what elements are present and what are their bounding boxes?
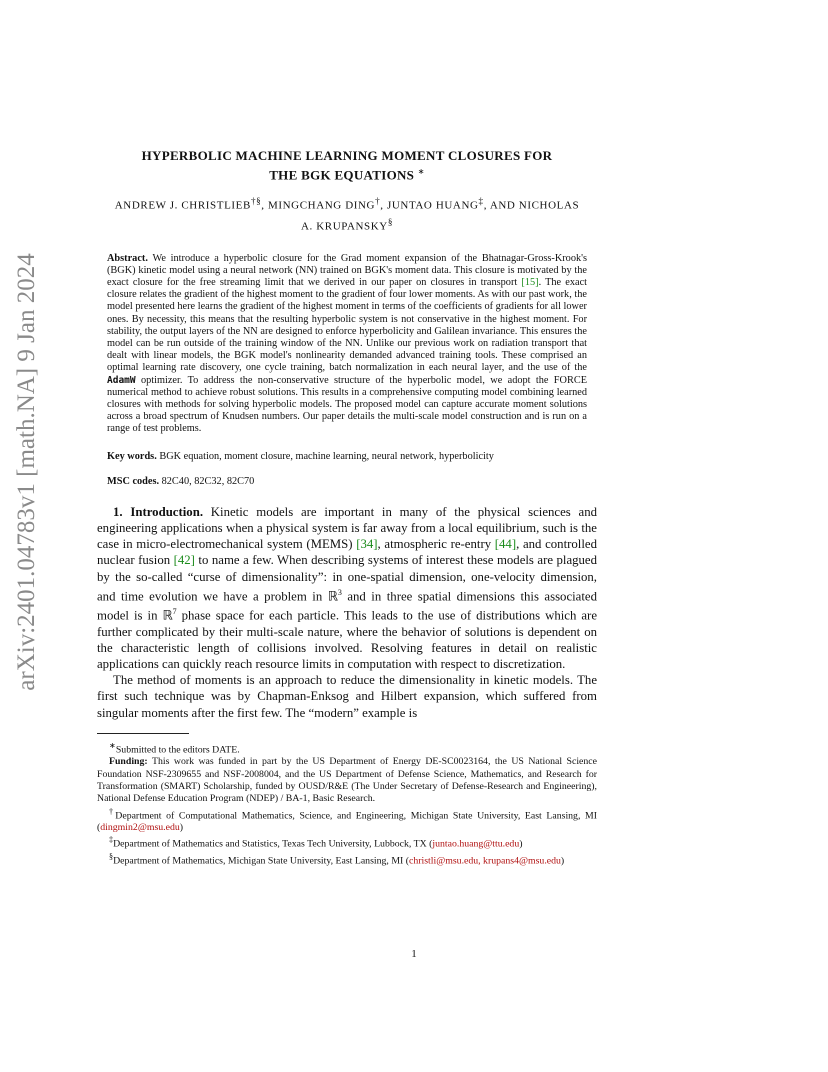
keywords: Key words. BGK equation, moment closure, machine learning, neural network, hyperbolicity	[107, 450, 494, 462]
title-footnote-mark: ∗	[417, 167, 425, 176]
citation-link[interactable]: [42]	[173, 553, 195, 568]
footnote-affiliation-1: †Department of Computational Mathematics, Science, and Engineering, Michigan State University, East Lansing, MI (dingmin2@msu.edu)	[97, 806, 598, 834]
abstract-label: Abstract.	[107, 252, 148, 264]
footnotes	[97, 740, 597, 868]
email-link[interactable]: dingmin2@msu.edu	[100, 822, 180, 834]
page-number: 1	[411, 948, 417, 960]
footnote-affiliation-2: ‡Department of Mathematics and Statistics, Texas Tech University, Lubbock, TX (juntao.huang@ttu.edu)	[109, 835, 523, 850]
code-adamw: AdamW	[107, 374, 136, 386]
arxiv-sidebar-stamp	[2, 222, 52, 722]
email-link[interactable]: juntao.huang@ttu.edu	[432, 838, 520, 850]
intro-paragraph-1: 1. Introduction. Kinetic models are important in many of the physical sciences and engineering applications when a physical system is far away from a local equilibrium, such is the case in micro-electromechanical system (MEMS) [34], atmospheric re-entry [44], and controlled nuclear fusion [42] to name a few. When describing systems of interest these models are plagued by the so-called “curse of dimensionality”: in one-spatial dimension, one-velocity dimension, and time evolution we have a problem in ℝ$^3$ and in three spatial dimensions this associated model is in ℝ$^7$ phase space for each particle. This leads to the use of distributions which are further complicated by their multi-scale nature, where the behavior of solutions is dependent on the characteristic length of collisions involved. Resolving features in detail on realistic applications can quickly reach resource limits in computation with respect to discretization.	[97, 504, 598, 672]
introduction-section	[97, 504, 597, 721]
abstract: Abstract. We introduce a hyperbolic closure for the Grad moment expansion of the Bhatnagar-Gross-Krook's (BGK) kinetic model using a neural network (NN) trained on BGK's moment data. This closure is motivated by the exact closure for the free streaming limit that we derived in our paper on closures in transport [15]. The exact closure relates the gradient of the highest moment to the gradient of four lower moments. As with our past work, the model presented here learns the gradient of the highest moment in terms of the coefficients of gradients for all lower ones. By necessity, this means that the resulting hyperbolic system is not conservative in the highest moment. For stability, the output layers of the NN are designed to enforce hyperbolicity and Galilean invariance. This ensures the model can be run outside of the training window of the NN. Unlike our previous work on radiation transport that dealt with linear models, the BGK model's nonlinearity demanded advanced training tools. These comprised an optimal learning rate discovery, one cycle training, batch normalization in each neural layer, and the use of the AdamW optimizer. To address the non-conservative structure of the hyperbolic model, we adopt the FORCE numerical method to achieve robust solutions. This results in a comprehensive computing model combining learned closures with methods for solving hyperbolic models. The proposed model can capture accurate moment solutions across a broad spectrum of Knudsen numbers. Our paper details the multi-scale model construction and is run on a range of test problems.	[107, 252, 588, 435]
paper-title: HYPERBOLIC MACHINE LEARNING MOMENT CLOSURES FOR THE BGK EQUATIONS ∗	[141, 148, 553, 183]
arxiv-identifier: arXiv:2401.04783v1 [math.NA] 9 Jan 2024	[13, 253, 40, 691]
section-heading: 1. Introduction.	[113, 504, 204, 519]
citation-link[interactable]: [34]	[356, 537, 378, 552]
footnote-rule	[97, 733, 189, 734]
email-link[interactable]: christli@msu.edu, krupans4@msu.edu	[409, 855, 561, 867]
paper-page	[97, 148, 597, 868]
author-list: ANDREW J. CHRISTLIEB†§, MINGCHANG DING†, JUNTAO HUANG‡, AND NICHOLAS A. KRUPANSKY§	[114, 196, 580, 233]
footnote-submitted: ∗Submitted to the editors DATE.	[109, 740, 240, 756]
msc-codes: MSC codes. 82C40, 82C32, 82C70	[107, 475, 255, 487]
citation-link[interactable]: [44]	[494, 537, 517, 552]
citation-link[interactable]: [15]	[521, 277, 539, 289]
intro-paragraph-2: The method of moments is an approach to reduce the dimensionality in kinetic models. The first such technique was by Chapman-Enksog and Hilbert expansion, which suffered from singular moments after the first few. The “modern” example is	[97, 673, 597, 720]
footnote-affiliation-3: §Department of Mathematics, Michigan State University, East Lansing, MI (christli@msu.edu, krupans4@msu.edu)	[109, 852, 565, 867]
footnote-funding: Funding: This work was funded in part by the US Department of Energy DE-SC0023164, the US National Science Foundation NSF-2309655 and NSF-2008004, and the US Department of Defense Science, Mathematics, and Research for Transformation (SMART) Scholarship, funded by OUSD/R&E (The Under Secretary of Defense-Research and Engineering), National Defense Education Program (NDEP) / BA-1, Basic Research.	[97, 756, 597, 805]
